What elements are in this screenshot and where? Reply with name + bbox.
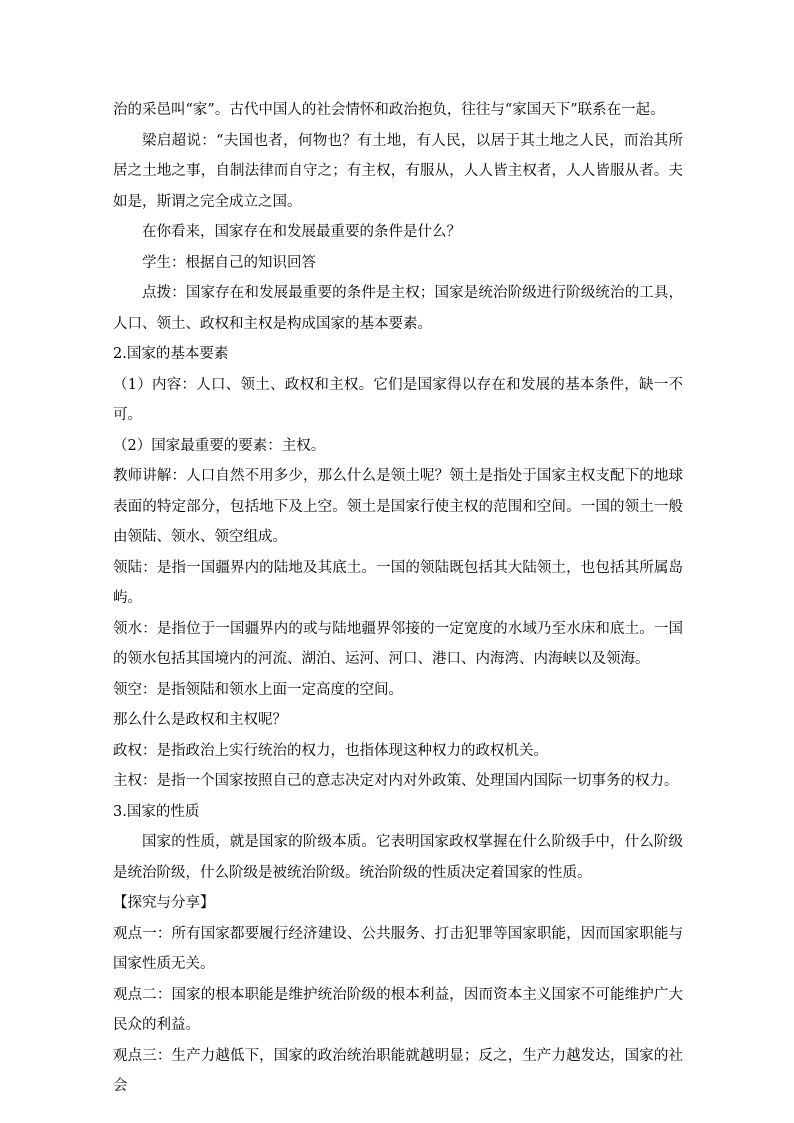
paragraph: 点拨：国家存在和发展最重要的条件是主权；国家是统治阶级进行阶级统治的工具，人口、领土、政权和主权是构成国家的基本要素。 [113,285,683,332]
paragraph: 梁启超说：“夫国也者，何物也？有土地，有人民，以居于其土地之人民，而治其所居之土地之事，自制法律而自守之；有主权，有服从，人人皆主权者，人人皆服从者。夫如是，斯谓之完全成立之国。 [113,132,683,210]
paragraph: 在你看来，国家存在和发展最重要的条件是什么？ [142,224,461,240]
paragraph: （1）内容：人口、领土、政权和主权。它们是国家得以存在和发展的基本条件，缺一不可。 [113,376,683,423]
paragraph: 治的采邑叫“家”。古代中国人的社会情怀和政治抱负，往往与“家国天下”联系在一起。 [113,102,665,118]
document-body [113,95,683,1102]
paragraph: 国家的性质，就是国家的阶级本质。它表明国家政权掌握在什么阶级手中，什么阶级是统治阶级，什么阶级是被统治阶级。统治阶级的性质决定着国家的性质。 [113,834,683,881]
paragraph: 观点三：生产力越低下，国家的政治统治职能就越明显；反之，生产力越发达，国家的社会 [113,1047,683,1094]
paragraph: 领空：是指领陆和领水上面一定高度的空间。 [113,681,403,698]
paragraph: （2）国家最重要的要素：主权。 [113,437,326,454]
paragraph: 学生：根据自己的知识回答 [142,254,316,271]
paragraph: 观点二：国家的根本职能是维护统治阶级的根本利益，因而资本主义国家不可能维护广大民众的利益。 [113,986,683,1033]
section-heading: 3.国家的性质 [113,803,200,820]
section-heading: 【探究与分享】 [113,895,215,911]
paragraph: 教师讲解：人口自然不用多少，那么什么是领土呢？领土是指处于国家主权支配下的地球表面的特定部分，包括地下及上空。领土是国家行使主权的范围和空间。一国的领土一般由领陆、领水、领空组成。 [113,468,683,545]
paragraph: 主权：是指一个国家按照自己的意志决定对内对外政策、处理国内国际一切事务的权力。 [113,773,679,789]
paragraph: 领水：是指位于一国疆界内的或与陆地疆界邻接的一定宽度的水域乃至水床和底土。一国的领水包括其国境内的河流、湖泊、运河、河口、港口、内海湾、内海峡以及领海。 [113,620,683,667]
section-heading: 2.国家的基本要素 [113,346,229,362]
paragraph: 领陆：是指一国疆界内的陆地及其底土。一国的领陆既包括其大陆领土，也包括其所属岛屿。 [113,559,683,606]
paragraph: 那么什么是政权和主权呢？ [113,712,287,728]
paragraph: 政权：是指政治上实行统治的权力，也指体现这种权力的政权机关。 [113,742,548,759]
paragraph: 观点一：所有国家都要履行经济建设、公共服务、打击犯罪等国家职能，因而国家职能与国家性质无关。 [113,925,683,972]
